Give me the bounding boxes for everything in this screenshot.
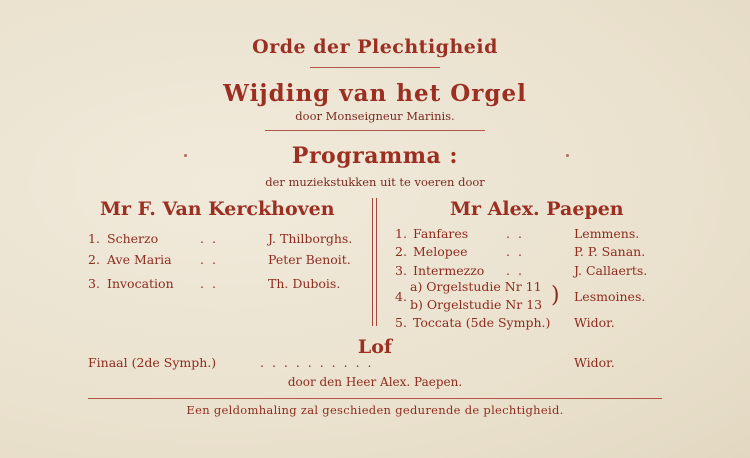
item-title: Melopee — [413, 244, 468, 259]
item-subtitle-b: b) Orgelstudie Nr 13 — [410, 297, 543, 312]
item-number: 4. — [395, 289, 407, 304]
programme-title: Programma : — [291, 143, 459, 169]
consecration-by: door Monseigneur Marinis. — [295, 109, 455, 123]
left-performer: Mr F. Van Kerckhoven — [100, 198, 335, 220]
item-title: Intermezzo — [413, 263, 485, 278]
collection-notice: Een geldomhaling zal geschieden gedurende de plechtigheid. — [186, 403, 564, 417]
item-composer: P. P. Sanan. — [574, 244, 646, 259]
item-dots: . . — [506, 226, 524, 241]
item-brace: ) — [551, 283, 560, 308]
item-title: Toccata (5de Symph.) — [413, 315, 551, 330]
item-dots: . . — [506, 263, 524, 278]
footer-rule — [88, 398, 662, 399]
item-composer: Th. Dubois. — [268, 276, 341, 291]
item-dots: . . — [506, 244, 524, 259]
item-title: Fanfares — [413, 226, 469, 241]
column-divider — [372, 198, 373, 326]
item-number: 2. — [395, 244, 407, 259]
finale-piece: Finaal (2de Symph.) — [88, 355, 217, 370]
item-number: 1. — [395, 226, 407, 241]
item-composer: J. Callaerts. — [574, 263, 648, 278]
item-title: Scherzo — [107, 231, 159, 246]
paper-spot — [566, 154, 569, 157]
consecration-title: Wijding van het Orgel — [223, 80, 527, 107]
item-number: 3. — [88, 276, 100, 291]
title-rule — [310, 67, 440, 68]
item-number: 5. — [395, 315, 407, 330]
item-composer: Lemmens. — [574, 226, 640, 241]
item-dots: . . — [200, 252, 218, 267]
paper-spot — [184, 154, 187, 157]
item-dots: . . — [200, 276, 218, 291]
item-dots: . . — [200, 231, 218, 246]
column-divider-2 — [376, 198, 377, 326]
subtitle-rule — [265, 130, 485, 131]
ceremony-title: Orde der Plechtigheid — [252, 36, 498, 58]
item-composer: Lesmoines. — [574, 289, 646, 304]
item-title: Invocation — [107, 276, 174, 291]
item-composer: Peter Benoit. — [268, 252, 351, 267]
item-composer: J. Thilborghs. — [268, 231, 353, 246]
programme-subtitle: der muziekstukken uit te voeren door — [265, 175, 485, 189]
item-number: 3. — [395, 263, 407, 278]
item-subtitle-a: a) Orgelstudie Nr 11 — [410, 279, 542, 294]
finale-title: Lof — [357, 336, 393, 358]
right-performer: Mr Alex. Paepen — [450, 198, 624, 220]
item-number: 2. — [88, 252, 100, 267]
finale-dots: . . . . . . . . . . — [260, 355, 374, 370]
item-number: 1. — [88, 231, 100, 246]
item-composer: Widor. — [574, 315, 615, 330]
item-title: Ave Maria — [107, 252, 172, 267]
finale-composer: Widor. — [574, 355, 615, 370]
finale-performer: door den Heer Alex. Paepen. — [287, 375, 463, 389]
